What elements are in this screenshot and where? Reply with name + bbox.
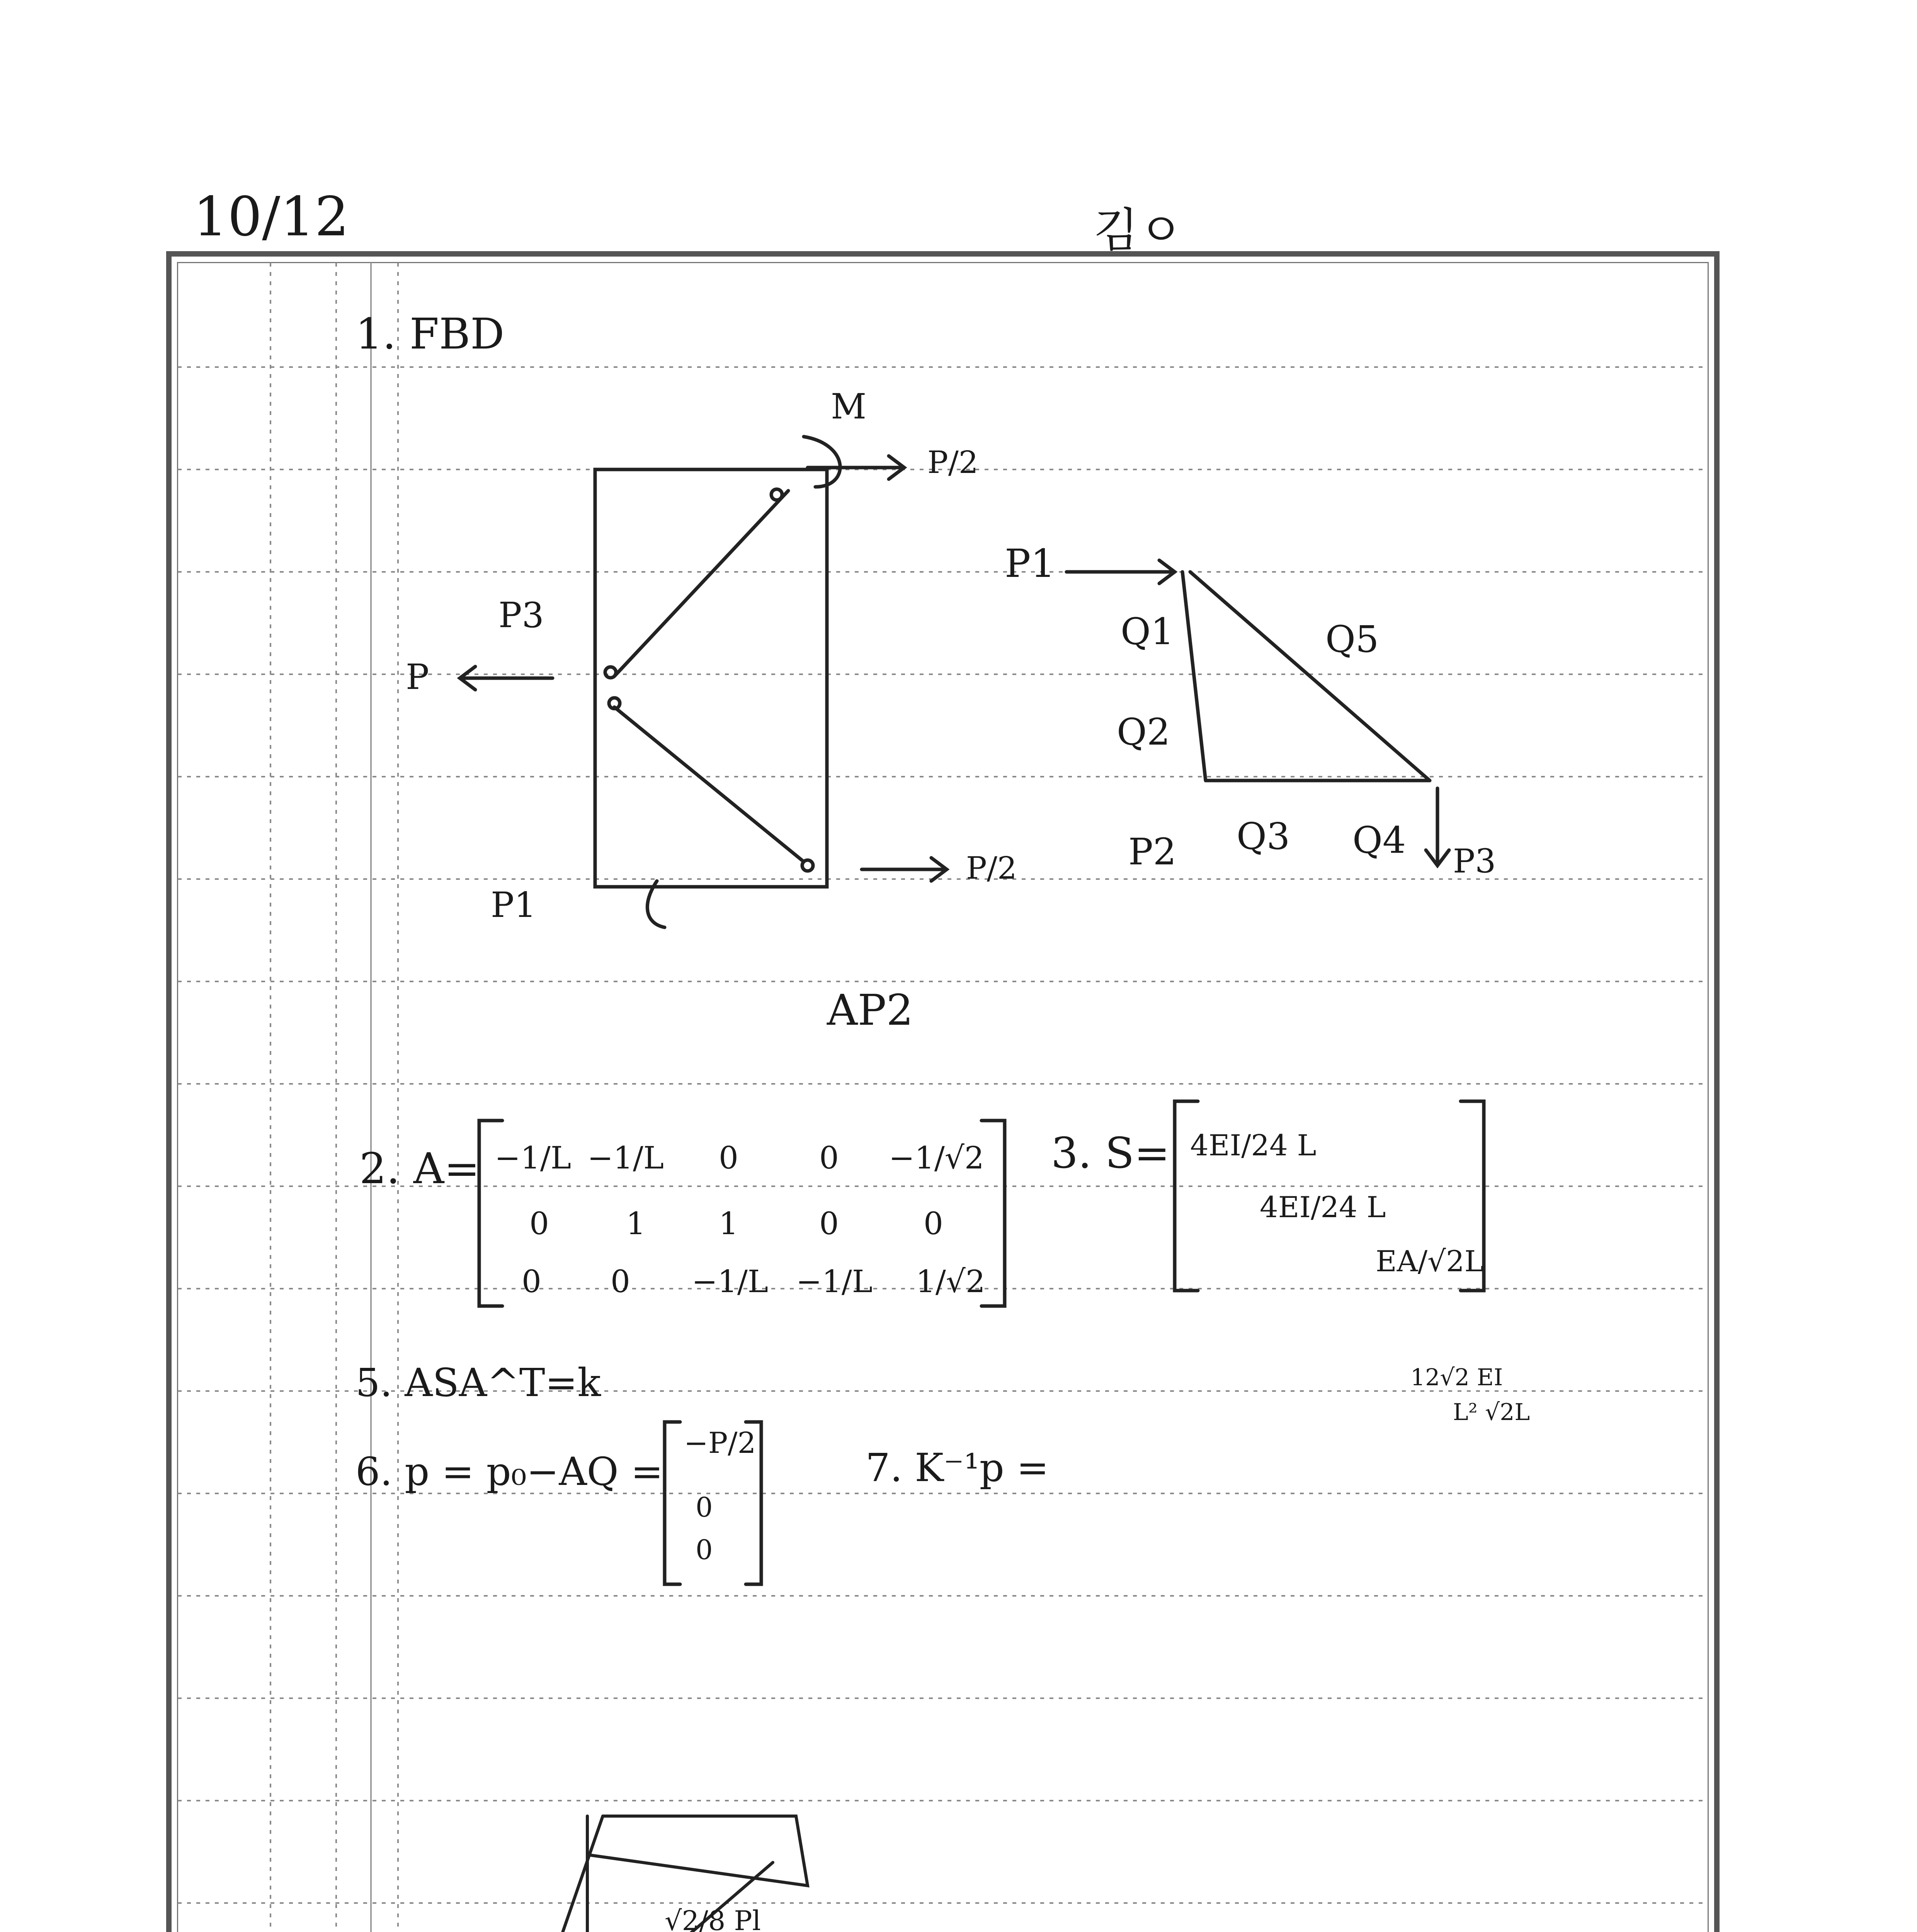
moment-upper-label: √2/8 Pl xyxy=(665,1905,761,1932)
matrix-a-r3c1: 0 xyxy=(522,1264,541,1299)
fbd-left-top-force: P/2 xyxy=(927,444,978,480)
fbd-right-q3: Q3 xyxy=(1237,815,1290,858)
matrix-s-d2: 4EI/24 L xyxy=(1260,1190,1386,1224)
fbd-right-q2: Q2 xyxy=(1117,711,1170,753)
fbd-right-p1: P1 xyxy=(1005,541,1055,586)
matrix-a-r2c3: 1 xyxy=(719,1206,738,1242)
matrix-s-d3: EA/√2L xyxy=(1376,1244,1484,1278)
fbd-right-q1: Q1 xyxy=(1121,611,1174,653)
matrix-a-r3c4: −1/L xyxy=(796,1264,873,1299)
header-name: 김ㅇ xyxy=(1094,204,1183,257)
fbd-left-p3-label: P3 xyxy=(498,595,544,636)
vector-p-row3: 0 xyxy=(696,1534,713,1566)
matrix-s-d1: 4EI/24 L xyxy=(1190,1128,1317,1162)
fbd-left-sketch xyxy=(460,437,947,927)
fbd-right-q5: Q5 xyxy=(1325,618,1379,661)
matrix-a-r1c1: −1/L xyxy=(495,1140,572,1176)
matrix-a-r2c4: 0 xyxy=(819,1206,839,1242)
fbd-left-p1-label: P1 xyxy=(491,885,536,925)
fbd-right-p3: P3 xyxy=(1453,842,1496,881)
equation-7: 7. K⁻¹p = xyxy=(866,1445,1049,1490)
matrix-s-label: 3. S= xyxy=(1051,1128,1170,1178)
matrix-a-r2c5: 0 xyxy=(924,1206,943,1242)
fbd-left-left-force: P xyxy=(406,657,429,697)
margin-columns xyxy=(270,263,398,1932)
fbd-left-bottom-force: P/2 xyxy=(966,850,1017,886)
matrix-a-r1c2: −1/L xyxy=(587,1140,664,1176)
matrix-a-r2c2: 1 xyxy=(626,1206,646,1242)
vector-p-row1: −P/2 xyxy=(684,1426,756,1460)
side-note-line2: L² √2L xyxy=(1453,1399,1530,1426)
fbd-left-bottom-label: AP2 xyxy=(827,985,913,1035)
vector-p-row2: 0 xyxy=(696,1492,713,1523)
fbd-right-p2: P2 xyxy=(1128,831,1177,873)
fbd-left-moment: M xyxy=(831,386,867,427)
fbd-heading: 1. FBD xyxy=(356,309,505,359)
matrix-a-r1c4: 0 xyxy=(819,1140,839,1176)
matrix-a-r3c5: 1/√2 xyxy=(916,1264,985,1299)
matrix-a-r2c1: 0 xyxy=(529,1206,549,1242)
matrix-a-r1c3: 0 xyxy=(719,1140,738,1176)
matrix-a-r3c2: 0 xyxy=(611,1264,630,1299)
equation-5: 5. ASA^T=k xyxy=(356,1360,601,1405)
matrix-a-r1c5: −1/√2 xyxy=(889,1140,984,1176)
matrix-a-r3c3: −1/L xyxy=(692,1264,769,1299)
matrix-a-label: 2. A= xyxy=(359,1144,480,1193)
header-date: 10/12 xyxy=(193,185,349,248)
fbd-right-q4: Q4 xyxy=(1352,819,1406,862)
equation-6: 6. p = p₀−AQ = xyxy=(356,1449,663,1494)
side-note-line1: 12√2 EI xyxy=(1410,1364,1503,1391)
